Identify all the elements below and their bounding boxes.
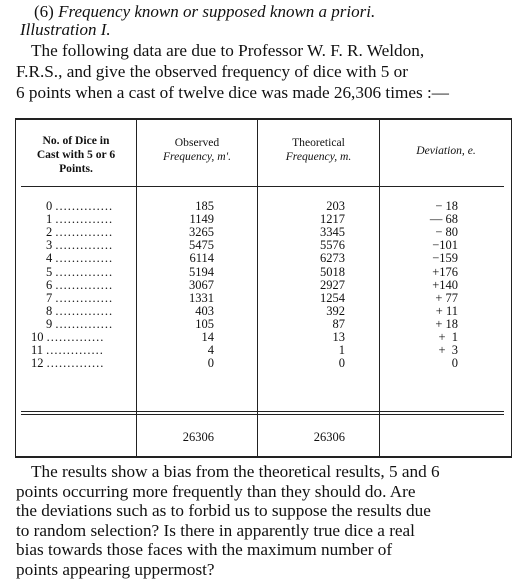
dice-count: 8 bbox=[46, 303, 53, 318]
leader-dots: .............. bbox=[55, 277, 114, 292]
leader-dots: .............. bbox=[46, 343, 104, 358]
observed-frequency-cell: 185 bbox=[195, 199, 214, 213]
dice-count: 3 bbox=[46, 238, 53, 253]
intro-line: F.R.S., and give the observed frequency of dice with 5 or bbox=[16, 62, 408, 81]
leader-dots: .............. bbox=[46, 330, 105, 344]
header-observed bbox=[137, 136, 257, 164]
dice-count-cell bbox=[46, 252, 136, 265]
outro-line: The results show a bias from the theoretical results, 5 and 6 bbox=[31, 462, 440, 481]
intro-paragraph bbox=[16, 40, 516, 103]
header-line-italic: Deviation, e. bbox=[416, 144, 476, 157]
observed-frequency-cell: 0 bbox=[207, 356, 214, 371]
leader-dots: .............. bbox=[55, 316, 114, 331]
deviation-cell: − 80 bbox=[435, 225, 458, 240]
observed-frequency-cell: 1149 bbox=[189, 212, 214, 227]
conclusion-paragraph bbox=[16, 462, 516, 580]
header-line: Points. bbox=[59, 162, 93, 175]
table-bottom-rule bbox=[15, 456, 512, 458]
deviation-cell: 0 bbox=[451, 356, 458, 371]
table-right-border bbox=[511, 118, 512, 458]
deviation-cell: − 18 bbox=[435, 199, 458, 213]
deviation-cell: + 1 bbox=[438, 330, 458, 344]
observed-frequency-cell: 3067 bbox=[189, 277, 214, 292]
dice-count-cell bbox=[46, 226, 136, 239]
dice-count: 0 bbox=[46, 199, 53, 213]
theoretical-frequency-cell: 392 bbox=[326, 303, 345, 318]
dice-count-cell bbox=[31, 357, 121, 370]
theoretical-frequency-cell: 1217 bbox=[320, 212, 345, 227]
header-rule bbox=[21, 186, 504, 187]
observed-frequency-cell: 105 bbox=[195, 316, 214, 331]
dice-count: 1 bbox=[46, 212, 53, 227]
deviation-cell: + 77 bbox=[435, 290, 458, 305]
dice-count: 7 bbox=[46, 290, 53, 305]
header-line-italic: Frequency, m′. bbox=[162, 150, 232, 163]
observed-frequency-cell: 6114 bbox=[189, 251, 214, 266]
observed-frequency-cell: 5194 bbox=[189, 264, 214, 279]
table-top-rule bbox=[15, 118, 512, 120]
dice-count: 11 bbox=[31, 343, 44, 358]
dice-count: 10 bbox=[31, 330, 44, 344]
header-theoretical bbox=[258, 136, 379, 164]
observed-frequency-cell: 3265 bbox=[189, 225, 214, 240]
dice-frequency-table bbox=[15, 118, 512, 458]
dice-count-cell bbox=[31, 331, 121, 344]
deviation-cell: + 3 bbox=[438, 343, 458, 358]
theoretical-frequency-cell: 13 bbox=[332, 330, 345, 344]
dice-count: 5 bbox=[46, 264, 53, 279]
dice-count-cell bbox=[31, 344, 121, 357]
outro-line: to random selection? Is there in apparently true dice a real bbox=[16, 520, 415, 540]
observed-frequency-cell: 4 bbox=[207, 343, 214, 358]
dice-count-cell bbox=[46, 213, 136, 226]
section-number: (6) bbox=[34, 2, 54, 21]
outro-line: points occurring more frequently than they should do. Are bbox=[16, 481, 416, 501]
header-line: Cast with 5 or 6 bbox=[36, 148, 116, 161]
dice-count: 4 bbox=[46, 251, 53, 266]
illustration-label: Illustration I. bbox=[20, 20, 111, 39]
observed-frequency-cell: 5475 bbox=[189, 238, 214, 253]
leader-dots: .............. bbox=[55, 199, 114, 213]
deviation-cell: +140 bbox=[432, 277, 458, 292]
deviation-cell: + 11 bbox=[435, 303, 458, 318]
deviation-cell: −101 bbox=[432, 238, 458, 253]
leader-dots: .............. bbox=[46, 356, 105, 371]
deviation-cell: +176 bbox=[432, 264, 458, 279]
header-deviation bbox=[380, 144, 512, 158]
observed-frequency-cell: 1331 bbox=[189, 290, 214, 305]
section-heading bbox=[34, 2, 375, 22]
intro-line: 6 points when a cast of twelve dice was made 26,306 times :— bbox=[16, 83, 449, 102]
header-line bbox=[380, 144, 512, 158]
outro-line: points appearing uppermost? bbox=[16, 559, 215, 579]
leader-dots: .............. bbox=[55, 212, 114, 227]
theoretical-total: 26306 bbox=[313, 430, 345, 444]
observed-frequency-cell: 14 bbox=[201, 330, 214, 344]
section-title: Frequency known or supposed known a priori. bbox=[58, 2, 376, 21]
column-divider bbox=[257, 118, 258, 458]
theoretical-frequency-cell: 2927 bbox=[320, 277, 345, 292]
header-dice-count bbox=[17, 134, 135, 176]
header-line bbox=[137, 150, 257, 164]
theoretical-frequency-cell: 1 bbox=[338, 343, 345, 358]
theoretical-frequency-cell: 5018 bbox=[320, 264, 345, 279]
dice-count-cell bbox=[46, 279, 136, 292]
leader-dots: .............. bbox=[55, 238, 114, 253]
dice-count: 12 bbox=[31, 356, 44, 371]
body-bottom-rule-2 bbox=[21, 414, 504, 415]
dice-count: 6 bbox=[46, 277, 53, 292]
theoretical-frequency-cell: 87 bbox=[332, 316, 345, 331]
header-line bbox=[258, 150, 379, 164]
header-line: Theoretical bbox=[292, 136, 345, 149]
theoretical-frequency-cell: 203 bbox=[326, 199, 345, 213]
dice-count-cell bbox=[46, 305, 136, 318]
theoretical-frequency-cell: 1254 bbox=[320, 290, 345, 305]
dice-count: 2 bbox=[46, 225, 53, 240]
deviation-cell: — 68 bbox=[429, 212, 458, 227]
body-bottom-rule bbox=[21, 411, 504, 412]
leader-dots: .............. bbox=[55, 251, 114, 266]
dice-count-cell bbox=[46, 266, 136, 279]
leader-dots: .............. bbox=[55, 290, 114, 305]
header-line-italic: Frequency, m. bbox=[285, 150, 352, 163]
dice-count-cell bbox=[46, 318, 136, 331]
outro-line: bias towards those faces with the maximum number of bbox=[16, 540, 393, 560]
header-line: Observed bbox=[174, 136, 220, 149]
leader-dots: .............. bbox=[55, 264, 114, 279]
column-divider bbox=[136, 118, 137, 458]
theoretical-frequency-cell: 6273 bbox=[320, 251, 345, 266]
observed-total: 26306 bbox=[182, 430, 214, 444]
theoretical-frequency-cell: 0 bbox=[338, 356, 345, 371]
table-left-border bbox=[15, 118, 16, 458]
dice-count-cell bbox=[46, 200, 136, 213]
leader-dots: .............. bbox=[55, 303, 114, 318]
theoretical-frequency-cell: 5576 bbox=[320, 238, 345, 253]
theoretical-frequency-cell: 3345 bbox=[320, 225, 345, 240]
deviation-cell: + 18 bbox=[435, 316, 458, 331]
observed-frequency-cell: 403 bbox=[195, 303, 214, 318]
column-divider bbox=[379, 118, 380, 458]
leader-dots: .............. bbox=[55, 225, 114, 240]
dice-count-cell bbox=[46, 239, 136, 252]
header-line: No. of Dice in bbox=[42, 134, 110, 147]
dice-count-cell bbox=[46, 292, 136, 305]
outro-line: the deviations such as to forbid us to suppose the results due bbox=[16, 501, 431, 521]
intro-line: The following data are due to Professor W. F. R. Weldon, bbox=[31, 41, 425, 60]
dice-count: 9 bbox=[46, 316, 53, 331]
deviation-cell: −159 bbox=[432, 251, 458, 266]
